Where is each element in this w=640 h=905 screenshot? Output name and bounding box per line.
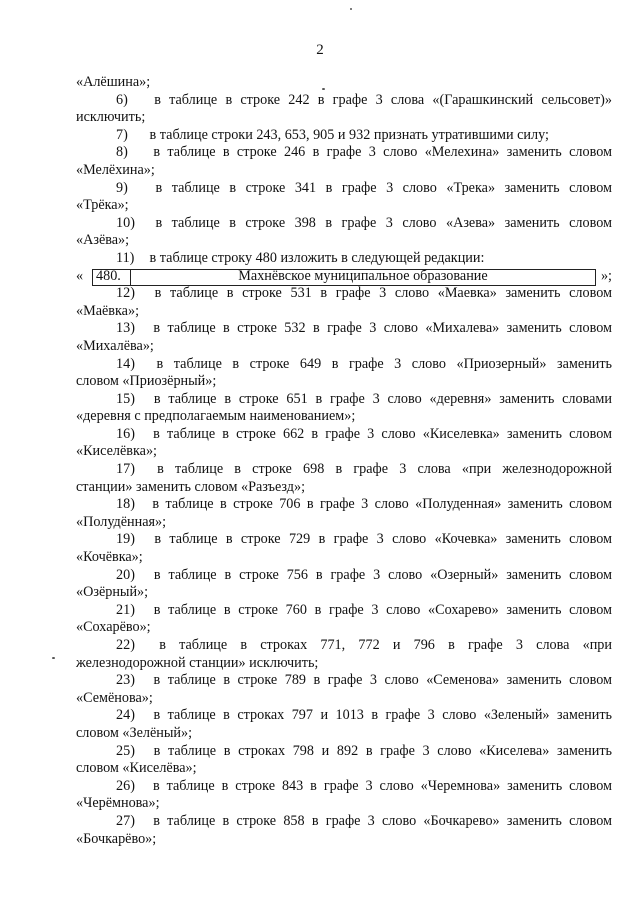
list-item-text: в таблице в строке 789 в графе 3 слово «Семенова» заменить словом: [153, 672, 612, 689]
text-line: «Маёвка»;: [76, 302, 140, 319]
quote-open: «: [76, 267, 84, 284]
document-body: [76, 74, 612, 848]
list-item: [76, 637, 612, 655]
list-item-text: в таблице в строке 649 в графе 3 слово «Приозерный» заменить: [156, 355, 613, 372]
text-line: железнодорожной станции» исключить;: [76, 654, 319, 671]
list-item-number: 22): [116, 637, 135, 653]
list-item-number: 21): [116, 601, 135, 618]
text-line: «Киселёвка»;: [76, 443, 158, 460]
list-item-number: 25): [116, 742, 135, 759]
list-item-text: в таблице в строке 531 в графе 3 слово «Маевка» заменить словом: [154, 285, 613, 302]
list-item-text: в таблице в строке 756 в графе 3 слово «Озерный» заменить словом: [153, 566, 612, 583]
list-item-number: 27): [116, 812, 135, 829]
scan-speck: [350, 8, 352, 10]
list-item-number: 9): [116, 179, 128, 196]
list-item-text: в таблице в строках 797 и 1013 в графе 3 слово «Зеленый» заменить: [153, 707, 612, 724]
list-item-number: 17): [116, 461, 135, 478]
list-item: [76, 496, 612, 514]
list-item-number: 15): [116, 390, 135, 407]
list-item: [76, 426, 612, 444]
list-item: [76, 602, 612, 620]
list-item-text: в таблице в строке 729 в графе 3 слово «Кочевка» заменить словом: [154, 531, 613, 548]
list-item: [76, 743, 612, 761]
text-line: «Семёнова»;: [76, 689, 153, 706]
list-item-text: в таблице в строке 242 в графе 3 слова «(Гарашкинский сельсовет)»: [154, 91, 612, 108]
list-item-number: 13): [116, 320, 135, 337]
text-line: «Черёмнова»;: [76, 795, 160, 812]
page-number: 2: [316, 42, 324, 58]
list-item: [76, 567, 612, 585]
text-line: «Трёка»;: [76, 197, 129, 214]
list-item-text: в таблице в строке 843 в графе 3 слово «Черемнова» заменить словом: [152, 777, 612, 794]
table-cell-number: 480.: [93, 270, 131, 285]
list-item-number: 18): [116, 496, 135, 513]
list-item-number: 8): [116, 144, 128, 161]
list-item-text: в таблице в строке 651 в графе 3 слово «деревня» заменить словами: [153, 390, 612, 407]
quote-close: »;: [600, 267, 612, 284]
list-item-number: 10): [116, 214, 135, 231]
list-item: [76, 92, 612, 110]
list-item: [76, 285, 612, 303]
list-item-number: 7): [116, 126, 128, 143]
list-item-number: 11): [116, 249, 135, 266]
list-item-text: в таблице в строках 798 и 892 в графе 3 слово «Киселева» заменить: [153, 742, 612, 759]
list-item: [76, 391, 612, 409]
list-item-number: 12): [116, 285, 135, 302]
list-item-number: 23): [116, 672, 135, 689]
text-line: «Озёрный»;: [76, 584, 149, 601]
text-line: «Кочёвка»;: [76, 549, 143, 566]
list-item-text: в таблице строку 480 изложить в следующей редакции:: [149, 249, 485, 266]
text-line: станции» заменить словом «Разъезд»;: [76, 478, 306, 495]
text-line: «деревня с предполагаемым наименованием»;: [76, 408, 356, 425]
list-item-text: в таблице строки 243, 653, 905 и 932 признать утратившими силу;: [149, 126, 549, 143]
table-row-insert: [76, 268, 612, 286]
scan-speck: [52, 657, 55, 659]
list-item: [76, 320, 612, 338]
text-line: словом «Зелёный»;: [76, 724, 193, 741]
list-item-number: 6): [116, 91, 128, 108]
text-line: «Мелёхина»;: [76, 161, 155, 178]
list-item-number: 16): [116, 425, 135, 442]
list-item-text: в таблице в строке 341 в графе 3 слово «Трека» заменить словом: [155, 179, 613, 196]
list-item: [76, 813, 612, 831]
text-line: «Азёва»;: [76, 232, 130, 249]
list-item-text: в таблице в строке 662 в графе 3 слово «Киселевка» заменить словом: [153, 425, 613, 442]
list-item-text: в таблице в строке 246 в графе 3 слово «Мелехина» заменить словом: [153, 144, 612, 161]
list-item-number: 14): [116, 355, 135, 372]
list-item-text: в таблице в строке 398 в графе 3 слово «Азева» заменить словом: [155, 214, 612, 231]
list-item: [76, 356, 612, 374]
list-item-text: в таблице в строке 760 в графе 3 слово «Сохарево» заменить словом: [153, 601, 613, 618]
list-item: [76, 672, 612, 690]
text-line: словом «Приозёрный»;: [76, 373, 217, 390]
text-line: «Михалёва»;: [76, 337, 154, 354]
list-item: [76, 215, 612, 233]
list-item-number: 20): [116, 566, 135, 583]
list-item-text: в таблице в строке 698 в графе 3 слова «при железнодорожной: [157, 461, 613, 478]
text-line: «Сохарёво»;: [76, 619, 151, 636]
list-item: [76, 461, 612, 479]
list-item: [76, 531, 612, 549]
list-item-number: 26): [116, 777, 135, 794]
table-row-box: [92, 269, 596, 286]
list-item: [76, 707, 612, 725]
list-item-number: 19): [116, 531, 135, 548]
text-line: «Алёшина»;: [76, 74, 151, 90]
text-line: «Полудённая»;: [76, 513, 167, 530]
text-line: исключить;: [76, 109, 146, 126]
list-item: [76, 144, 612, 162]
table-cell-name: Махнёвское муниципальное образование: [238, 268, 488, 285]
list-item-text: в таблице в строке 858 в графе 3 слово «Бочкарево» заменить словом: [153, 812, 613, 829]
text-line: словом «Киселёва»;: [76, 760, 197, 777]
list-item: [76, 127, 612, 145]
list-item-text: в таблице в строке 706 в графе 3 слово «Полуденная» заменить словом: [152, 496, 612, 513]
list-item: [76, 778, 612, 796]
list-item-number: 24): [116, 707, 135, 724]
text-line: «Бочкарёво»;: [76, 830, 157, 847]
list-item: [76, 250, 612, 268]
list-item-text: в таблице в строке 532 в графе 3 слово «Михалева» заменить словом: [153, 320, 612, 337]
list-item-text: в таблице в строках 771, 772 и 796 в графе 3 слова «при: [159, 637, 612, 653]
list-item: [76, 180, 612, 198]
